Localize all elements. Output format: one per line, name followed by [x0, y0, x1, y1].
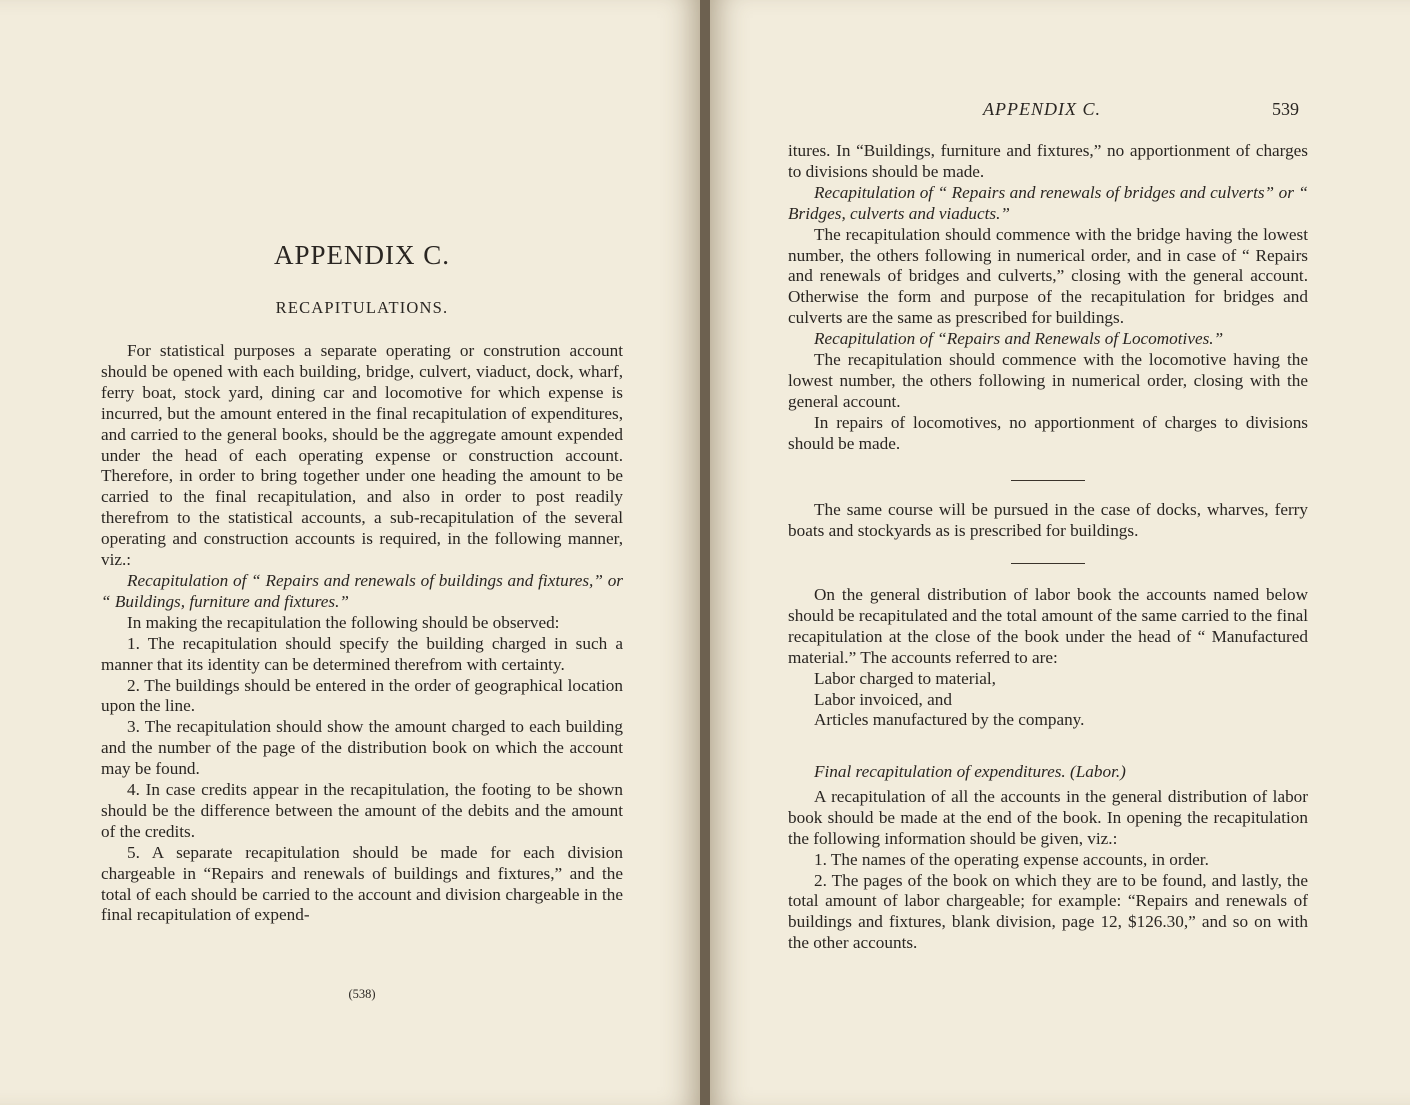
itures-paragraph: itures. In “Buildings, furniture and fixtures,” no apportionment of charges to divisions should be made.	[788, 141, 1308, 181]
final-heading: Final recapitulation of expenditures. (Labor.)	[814, 762, 1126, 781]
loco-repairs-paragraph: In repairs of locomotives, no apportionment of charges to divisions should be made.	[788, 412, 1308, 453]
list-item-1: 1. The recapitulation should specify the building charged in such a manner that its identity can be determined therefrom with certainty.	[101, 633, 623, 674]
page-title: APPENDIX C.	[273, 240, 451, 270]
observed-paragraph: In making the recapitulation the following should be observed:	[127, 612, 560, 632]
bridges-heading: Recapitulation of “ Repairs and renewals of bridges and culverts” or “ Bridges, culverts and viaducts.”	[788, 182, 1308, 223]
locomotives-heading: Recapitulation of “Repairs and Renewals of Locomotives.”	[814, 329, 1224, 349]
left-text-block	[101, 341, 623, 926]
book-gutter	[700, 0, 710, 1105]
buildings-heading: Recapitulation of “ Repairs and renewals of buildings and fixtures,” or “ Buildings, furniture and fixtures.”	[101, 570, 623, 611]
labor-block	[788, 585, 1308, 731]
bridges-paragraph: The recapitulation should commence with the bridge having the lowest number, the others following in numerical order, and in case of “ Repairs and renewals of bridges and culverts,” closing with the general account. Otherwise the form and purpose of the recapitulation for bridges and culverts are the same as prescribed for buildings.	[788, 224, 1308, 328]
intro-paragraph: For statistical purposes a separate operating or constrution account should be opened with each building, bridge, culvert, viaduct, dock, wharf, ferry boat, stock yard, dining car and locomotive for which expense is incurred, but the amount entered in the final recapitulation of expenditures, and carried to the general books, should be the aggregate amount expended under the head of each operating expense or construction account. Therefore, in order to bring together under one heading the amount to be carried to the final recapitulation, and also in order to post readily therefrom to the statistical accounts, a sub-recapitulation of the several operating and construction accounts is required, in the following manner, viz.:	[101, 341, 623, 570]
section-title: RECAPITULATIONS.	[275, 298, 449, 317]
final-list-item-1: 1. The names of the operating expense accounts, in order.	[814, 849, 1209, 869]
left-page-number: (538)	[348, 987, 376, 1001]
labor-book-paragraph: On the general distribution of labor book the accounts named below should be recapitulated and the total amount of the same carried to the final recapitulation at the close of the book under the head of “ Manufactured material.” The accounts referred to are:	[788, 585, 1308, 667]
running-head: APPENDIX C.	[983, 99, 1101, 119]
list-item-3: 3. The recapitulation should show the amount charged to each building and the number of the page of the distribution book on which the account may be found.	[101, 717, 623, 779]
section-divider	[1011, 563, 1085, 564]
final-list-item-2: 2. The pages of the book on which they are to be found, and lastly, the total amount of labor chargeable; for example: “Repairs and renewals of buildings and fixtures, blank division, page 12, $126.30,” and so on with the other accounts.	[788, 870, 1308, 953]
section-divider	[1011, 480, 1085, 481]
final-block	[788, 762, 1308, 954]
list-item-4: 4. In case credits appear in the recapitulation, the footing to be shown should be the difference between the amount of the debits and the amount of the credits.	[101, 780, 623, 841]
labor-list-item: Labor invoiced, and	[814, 689, 952, 709]
locomotives-paragraph: The recapitulation should commence with the locomotive having the lowest number, the others following in numerical order, closing with the general account.	[788, 350, 1308, 411]
docks-paragraph: The same course will be pursued in the case of docks, wharves, ferry boats and stockyards as is prescribed for buildings.	[788, 500, 1308, 540]
right-page-number: 539	[1272, 99, 1299, 119]
labor-list-item: Labor charged to material,	[814, 668, 996, 688]
labor-list-item: Articles manufactured by the company.	[814, 710, 1085, 730]
list-item-5: 5. A separate recapitulation should be made for each division chargeable in “Repairs and renewals of buildings and fixtures,” and the total of each should be carried to the account and division chargeable in the final recapitulation of expend-	[101, 842, 623, 925]
docks-block	[788, 500, 1308, 542]
final-paragraph: A recapitulation of all the accounts in the general distribution of labor book should be made at the end of the book. In opening the recapitulation the following information should be given, viz.:	[788, 786, 1308, 848]
list-item-2: 2. The buildings should be entered in the order of geographical location upon the line.	[101, 675, 623, 716]
right-text-block-top	[788, 141, 1308, 455]
